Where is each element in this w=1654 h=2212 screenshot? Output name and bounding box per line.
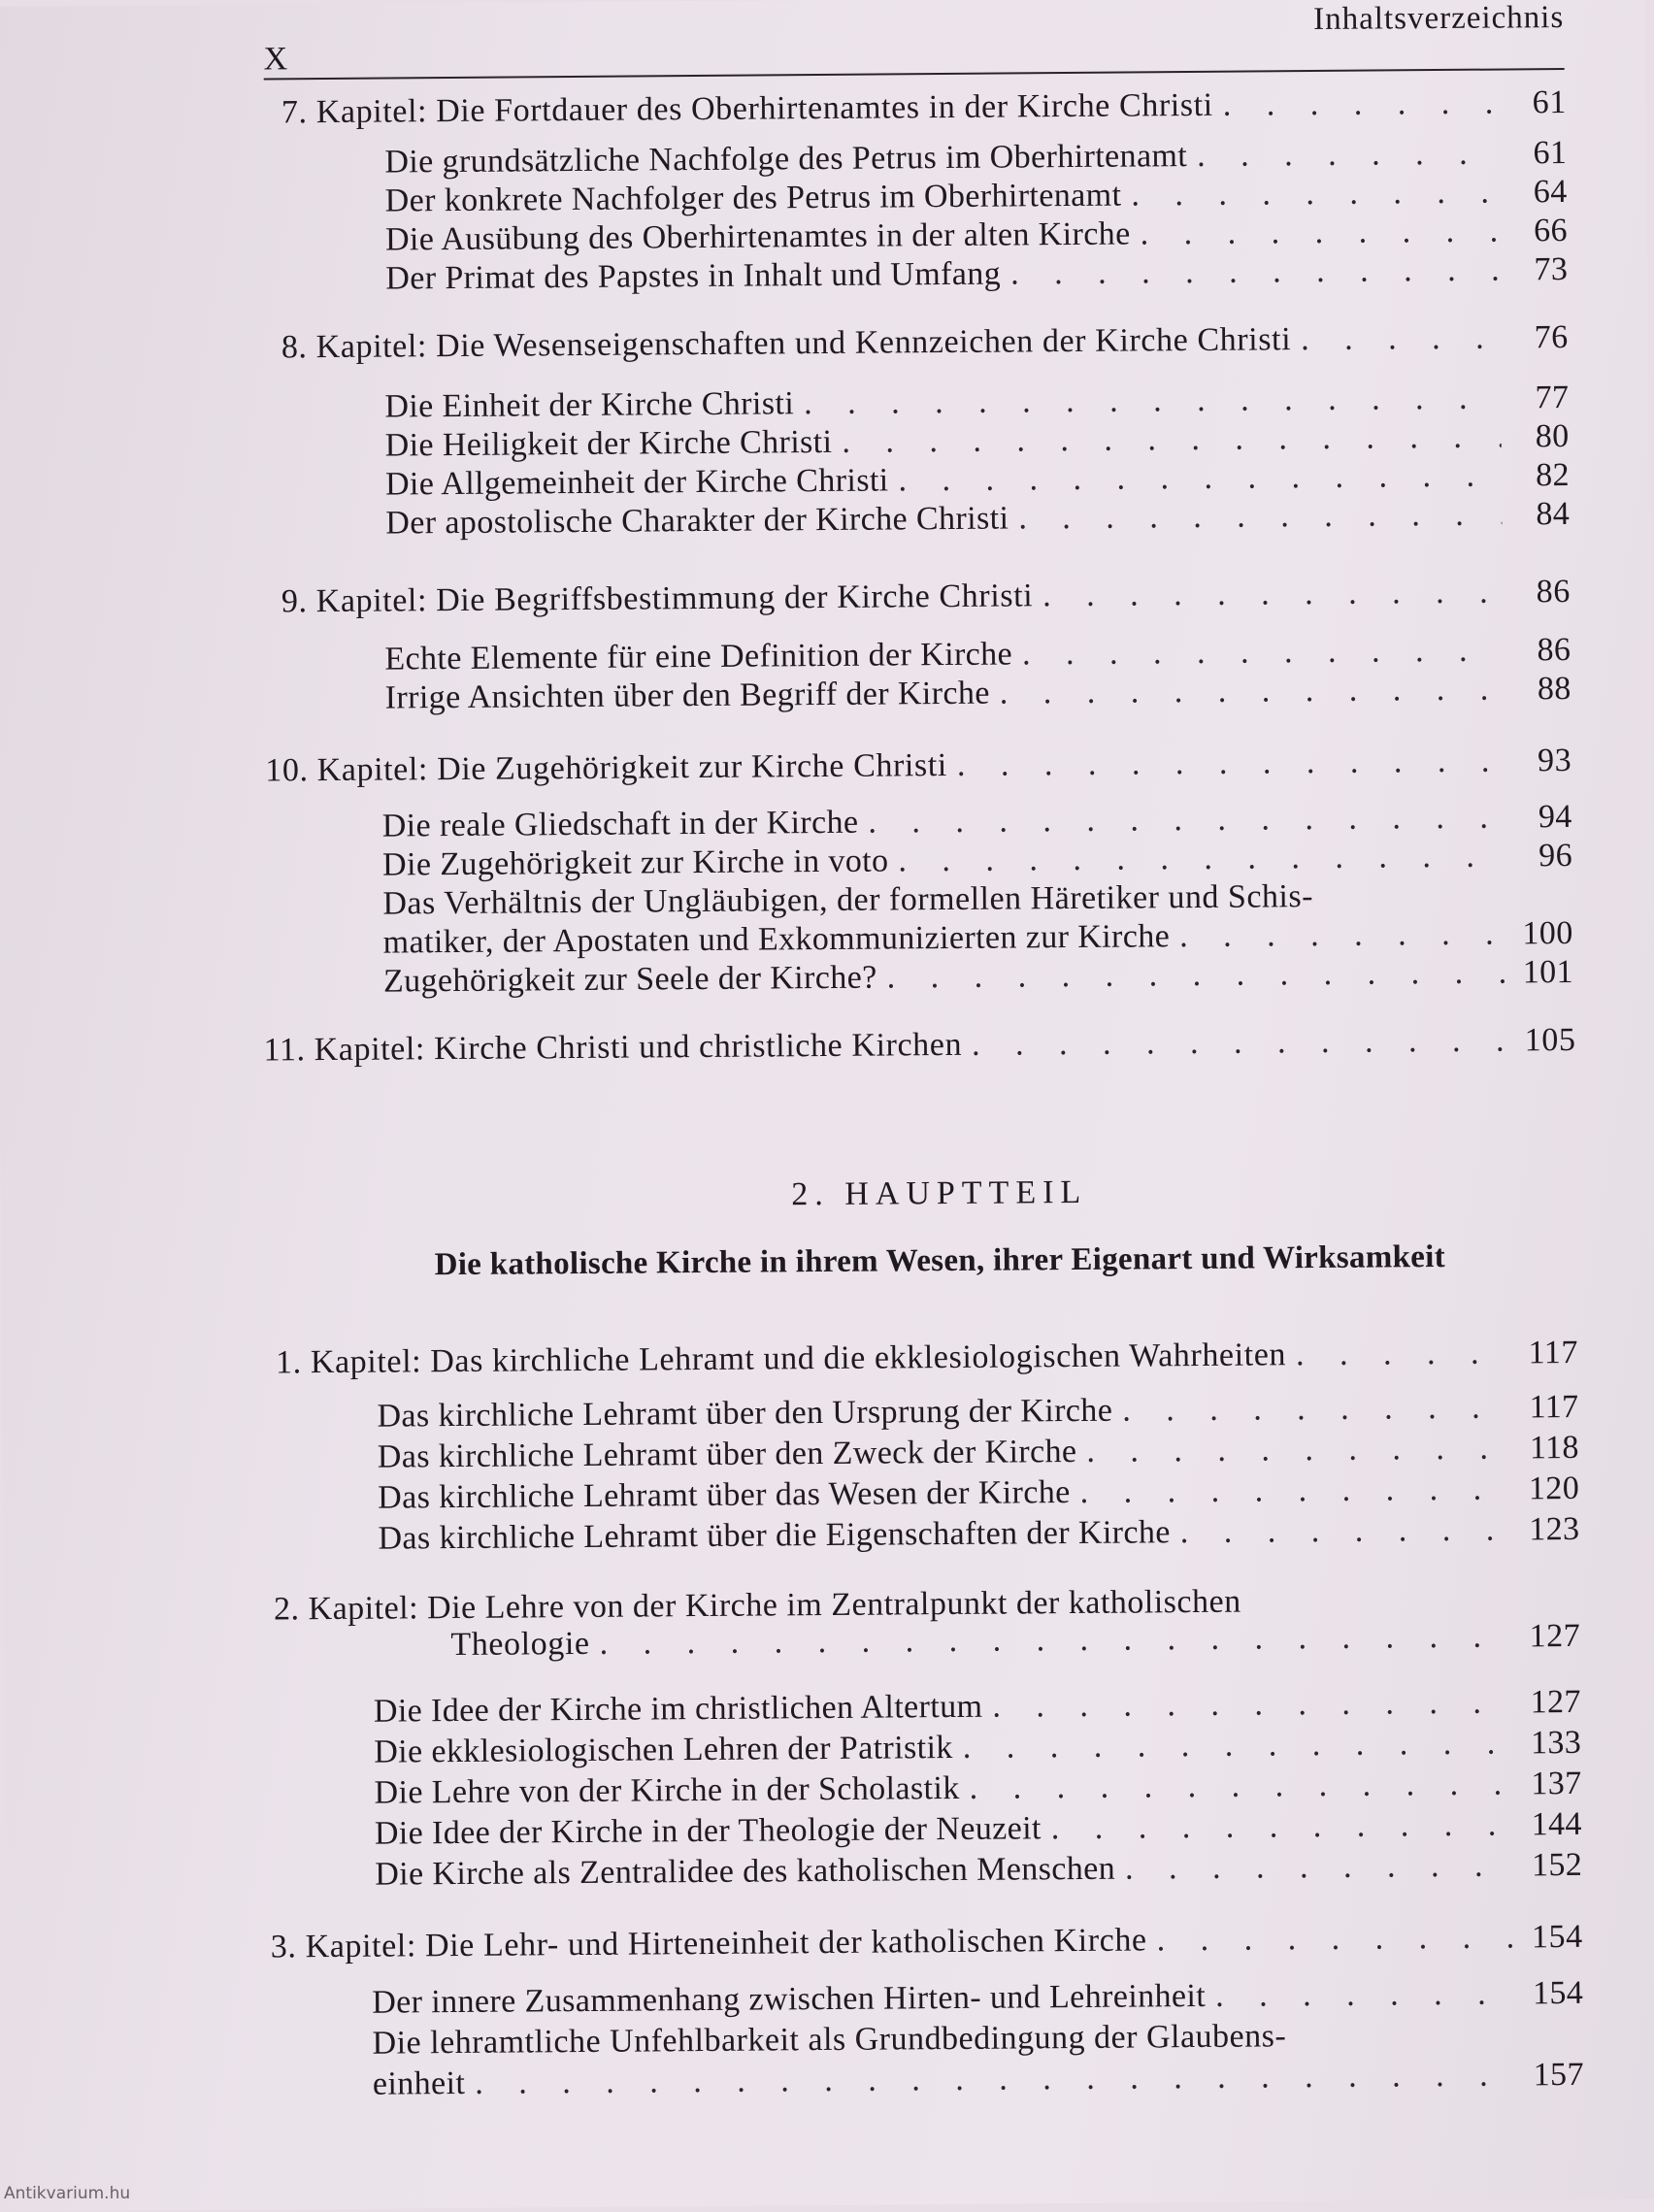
toc-chapter: 7. Kapitel: Die Fortdauer des Oberhirtenamtes in der Kirche Christi . . . 61: [281, 83, 1567, 132]
toc-section: Das kirchliche Lehramt über den Ursprung der Kirche . . . 117: [377, 1388, 1578, 1436]
toc-section: Der innere Zusammenhang zwischen Hirten- und Lehreinheit . . . 154: [372, 1974, 1583, 2023]
toc-section: Das kirchliche Lehramt über das Wesen der Kirche . . . 120: [378, 1469, 1579, 1518]
toc-section: Die Lehre von der Kirche in der Scholastik . . . 137: [374, 1765, 1581, 1813]
toc-section: einheit . . . 157: [373, 2056, 1584, 2104]
toc-section-line1: Die lehramtliche Unfehlbarkeit als Grundbedingung der Glaubens-: [372, 2018, 1287, 2062]
toc-chapter: 8. Kapitel: Die Wesenseigenschaften und Kennzeichen der Kirche Christi . . . 76: [281, 318, 1569, 367]
toc-section: Die Einheit der Kirche Christi . . . 77: [384, 379, 1569, 427]
toc-section: Der apostolische Charakter der Kirche Christi . . . 84: [385, 495, 1570, 544]
toc-section: Die Ausübung des Oberhirtenamtes in der alten Kirche . . . 66: [385, 212, 1568, 260]
toc-chapter: 11. Kapitel: Kirche Christi und christliche Kirchen . . . 105: [263, 1021, 1575, 1071]
toc-section: Die Idee der Kirche in der Theologie der Neuzeit . . . 144: [375, 1805, 1582, 1854]
toc-section: Der konkrete Nachfolger des Petrus im Oberhirtenamt . . . 64: [385, 173, 1568, 221]
toc-section: Das kirchliche Lehramt über den Zweck der Kirche . . . 118: [378, 1429, 1579, 1477]
toc-section: Die grundsätzliche Nachfolge des Petrus im Oberhirtenamt . . . 61: [384, 134, 1567, 182]
toc-chapter-line1: 2. Kapitel: Die Lehre von der Kirche im Zentralpunkt der katholischen: [273, 1583, 1241, 1628]
toc-section-line1: Das Verhältnis der Ungläubigen, der formellen Häretiker und Schis-: [382, 878, 1314, 922]
toc-section: Zugehörigkeit zur Seele der Kirche? . . . 101: [383, 953, 1573, 1002]
running-head: Inhaltsverzeichnis: [1313, 0, 1565, 38]
toc-section: Die Zugehörigkeit zur Kirche in voto . . . 96: [382, 837, 1572, 885]
toc-section: matiker, der Apostaten und Exkommunizierten zur Kirche . . . 100: [383, 914, 1573, 963]
page-number: X: [263, 41, 290, 78]
toc-section: Die Allgemeinheit der Kirche Christi . . . 82: [385, 456, 1570, 505]
page-header: [263, 0, 1565, 83]
toc-section: Das kirchliche Lehramt über die Eigenschaften der Kirche . . . 123: [378, 1510, 1579, 1559]
toc-section: Der Primat des Papstes in Inhalt und Umfang . . . 73: [385, 250, 1568, 299]
toc-section: Die ekklesiologischen Lehren der Patristik . . . 133: [374, 1724, 1581, 1772]
toc-chapter: 1. Kapitel: Das kirchliche Lehramt und die ekklesiologischen Wahrheiten . . . 117: [276, 1334, 1578, 1383]
toc-section: Die Heiligkeit der Kirche Christi . . . 80: [385, 417, 1570, 466]
toc-section: Echte Elemente für eine Definition der Kirche . . . 86: [384, 631, 1571, 679]
header-rule: [264, 68, 1565, 81]
watermark: Antikvarium.hu: [4, 2184, 131, 2203]
part-title: 2. HAUPTTEIL: [791, 1173, 1088, 1213]
toc-chapter: 9. Kapitel: Die Begriffsbestimmung der Kirche Christi . . . 86: [281, 573, 1571, 621]
toc-chapter: 3. Kapitel: Die Lehr- und Hirteneinheit der katholischen Kirche . . . 154: [271, 1918, 1583, 1967]
toc-section: Die Kirche als Zentralidee des katholischen Menschen . . . 152: [375, 1846, 1582, 1895]
toc-chapter: Theologie . . . 127: [450, 1617, 1580, 1665]
toc-section: Die reale Gliedschaft in der Kirche . . . 94: [382, 798, 1572, 846]
toc-section: Die Idee der Kirche im christlichen Altertum . . . 127: [374, 1683, 1581, 1732]
part-subtitle: Die katholische Kirche in ihrem Wesen, ihrer Eigenart und Wirksamkeit: [434, 1239, 1446, 1283]
toc-section: Irrige Ansichten über den Begriff der Kirche . . . 88: [385, 670, 1571, 718]
toc-chapter: 10. Kapitel: Die Zugehörigkeit zur Kirche Christi . . . 93: [265, 742, 1571, 791]
